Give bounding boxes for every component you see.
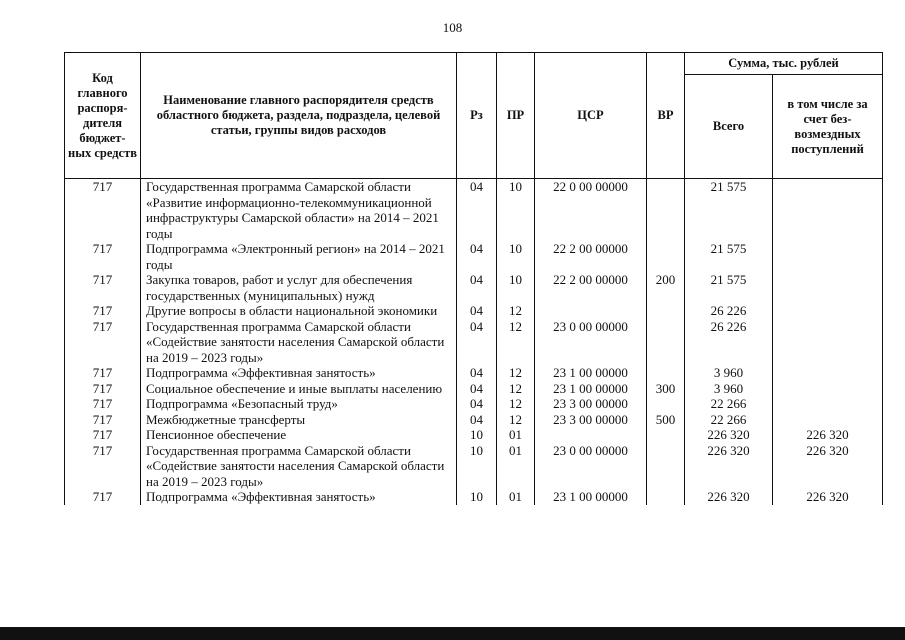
total-cell: 21 575 xyxy=(685,179,773,242)
pr-cell: 12 xyxy=(497,365,535,381)
rz-cell: 04 xyxy=(457,241,497,272)
grants-cell: 226 320 xyxy=(773,427,883,443)
pr-cell: 01 xyxy=(497,443,535,490)
total-cell: 26 226 xyxy=(685,303,773,319)
table-row xyxy=(65,241,883,272)
code-cell: 717 xyxy=(65,319,141,366)
code-cell: 717 xyxy=(65,396,141,412)
vr-cell xyxy=(647,179,685,242)
name-cell: Государственная программа Самарской области «Развитие информационно-телекоммуникационной инфраструктуры Самарской области» на 2014 – 2021 годы xyxy=(141,179,457,242)
grants-cell xyxy=(773,179,883,242)
total-cell: 226 320 xyxy=(685,427,773,443)
code-cell: 717 xyxy=(65,303,141,319)
code-cell: 717 xyxy=(65,179,141,242)
header-name: Наименование главного распорядителя средств областного бюджета, раздела, подраздела, целевой статьи, группы видов расходов xyxy=(141,53,457,179)
table-row xyxy=(65,303,883,319)
vr-cell xyxy=(647,489,685,505)
name-cell: Подпрограмма «Безопасный труд» xyxy=(141,396,457,412)
table-row xyxy=(65,365,883,381)
csr-cell xyxy=(535,427,647,443)
pr-cell: 10 xyxy=(497,272,535,303)
total-cell: 3 960 xyxy=(685,365,773,381)
vr-cell: 300 xyxy=(647,381,685,397)
header-vr: ВР xyxy=(647,53,685,179)
scan-edge xyxy=(0,627,905,640)
header-total: Всего xyxy=(685,75,773,179)
name-cell: Подпрограмма «Эффективная занятость» xyxy=(141,489,457,505)
code-cell: 717 xyxy=(65,272,141,303)
vr-cell xyxy=(647,365,685,381)
name-cell: Закупка товаров, работ и услуг для обеспечения государственных (муниципальных) нужд xyxy=(141,272,457,303)
grants-cell xyxy=(773,272,883,303)
table-row xyxy=(65,381,883,397)
csr-cell: 23 1 00 00000 xyxy=(535,381,647,397)
table-row xyxy=(65,319,883,366)
header-code: Код главного распоря-дителя бюджет-ных средств xyxy=(65,53,141,179)
budget-table xyxy=(64,52,883,505)
pr-cell: 12 xyxy=(497,412,535,428)
total-cell: 22 266 xyxy=(685,396,773,412)
rz-cell: 10 xyxy=(457,443,497,490)
rz-cell: 04 xyxy=(457,365,497,381)
vr-cell: 500 xyxy=(647,412,685,428)
header-rz: Рз xyxy=(457,53,497,179)
code-cell: 717 xyxy=(65,381,141,397)
total-cell: 3 960 xyxy=(685,381,773,397)
code-cell: 717 xyxy=(65,412,141,428)
vr-cell xyxy=(647,241,685,272)
grants-cell xyxy=(773,303,883,319)
table-row xyxy=(65,272,883,303)
csr-cell: 23 0 00 00000 xyxy=(535,319,647,366)
pr-cell: 12 xyxy=(497,319,535,366)
total-cell: 21 575 xyxy=(685,241,773,272)
csr-cell: 23 1 00 00000 xyxy=(535,365,647,381)
csr-cell xyxy=(535,303,647,319)
vr-cell xyxy=(647,319,685,366)
rz-cell: 04 xyxy=(457,303,497,319)
pr-cell: 12 xyxy=(497,381,535,397)
name-cell: Межбюджетные трансферты xyxy=(141,412,457,428)
header-csr: ЦСР xyxy=(535,53,647,179)
total-cell: 22 266 xyxy=(685,412,773,428)
pr-cell: 10 xyxy=(497,241,535,272)
total-cell: 226 320 xyxy=(685,489,773,505)
csr-cell: 23 0 00 00000 xyxy=(535,443,647,490)
pr-cell: 10 xyxy=(497,179,535,242)
table-row xyxy=(65,412,883,428)
pr-cell: 01 xyxy=(497,489,535,505)
grants-cell: 226 320 xyxy=(773,443,883,490)
rz-cell: 04 xyxy=(457,319,497,366)
table-row xyxy=(65,427,883,443)
vr-cell: 200 xyxy=(647,272,685,303)
name-cell: Подпрограмма «Электронный регион» на 2014 – 2021 годы xyxy=(141,241,457,272)
total-cell: 21 575 xyxy=(685,272,773,303)
vr-cell xyxy=(647,443,685,490)
rz-cell: 04 xyxy=(457,179,497,242)
name-cell: Подпрограмма «Эффективная занятость» xyxy=(141,365,457,381)
csr-cell: 23 1 00 00000 xyxy=(535,489,647,505)
table-row xyxy=(65,443,883,490)
header-sum: Сумма, тыс. рублей xyxy=(685,53,883,75)
pr-cell: 12 xyxy=(497,303,535,319)
name-cell: Другие вопросы в области национальной экономики xyxy=(141,303,457,319)
table-row xyxy=(65,396,883,412)
rz-cell: 10 xyxy=(457,427,497,443)
header-pr: ПР xyxy=(497,53,535,179)
name-cell: Пенсионное обеспечение xyxy=(141,427,457,443)
total-cell: 226 320 xyxy=(685,443,773,490)
grants-cell xyxy=(773,241,883,272)
csr-cell: 23 3 00 00000 xyxy=(535,412,647,428)
code-cell: 717 xyxy=(65,427,141,443)
header-grants: в том числе за счет без-возмездных поступлений xyxy=(773,75,883,179)
name-cell: Государственная программа Самарской области «Содействие занятости населения Самарской области на 2019 – 2023 годы» xyxy=(141,319,457,366)
code-cell: 717 xyxy=(65,365,141,381)
pr-cell: 12 xyxy=(497,396,535,412)
grants-cell xyxy=(773,319,883,366)
code-cell: 717 xyxy=(65,443,141,490)
csr-cell: 22 2 00 00000 xyxy=(535,241,647,272)
vr-cell xyxy=(647,396,685,412)
grants-cell xyxy=(773,396,883,412)
rz-cell: 10 xyxy=(457,489,497,505)
table-row xyxy=(65,179,883,242)
name-cell: Социальное обеспечение и иные выплаты населению xyxy=(141,381,457,397)
total-cell: 26 226 xyxy=(685,319,773,366)
rz-cell: 04 xyxy=(457,381,497,397)
grants-cell xyxy=(773,381,883,397)
code-cell: 717 xyxy=(65,489,141,505)
code-cell: 717 xyxy=(65,241,141,272)
name-cell: Государственная программа Самарской области «Содействие занятости населения Самарской области на 2019 – 2023 годы» xyxy=(141,443,457,490)
page-number: 108 xyxy=(442,20,463,35)
rz-cell: 04 xyxy=(457,412,497,428)
vr-cell xyxy=(647,303,685,319)
rz-cell: 04 xyxy=(457,396,497,412)
rz-cell: 04 xyxy=(457,272,497,303)
grants-cell: 226 320 xyxy=(773,489,883,505)
grants-cell xyxy=(773,365,883,381)
vr-cell xyxy=(647,427,685,443)
csr-cell: 23 3 00 00000 xyxy=(535,396,647,412)
csr-cell: 22 0 00 00000 xyxy=(535,179,647,242)
table-row xyxy=(65,489,883,505)
csr-cell: 22 2 00 00000 xyxy=(535,272,647,303)
grants-cell xyxy=(773,412,883,428)
pr-cell: 01 xyxy=(497,427,535,443)
